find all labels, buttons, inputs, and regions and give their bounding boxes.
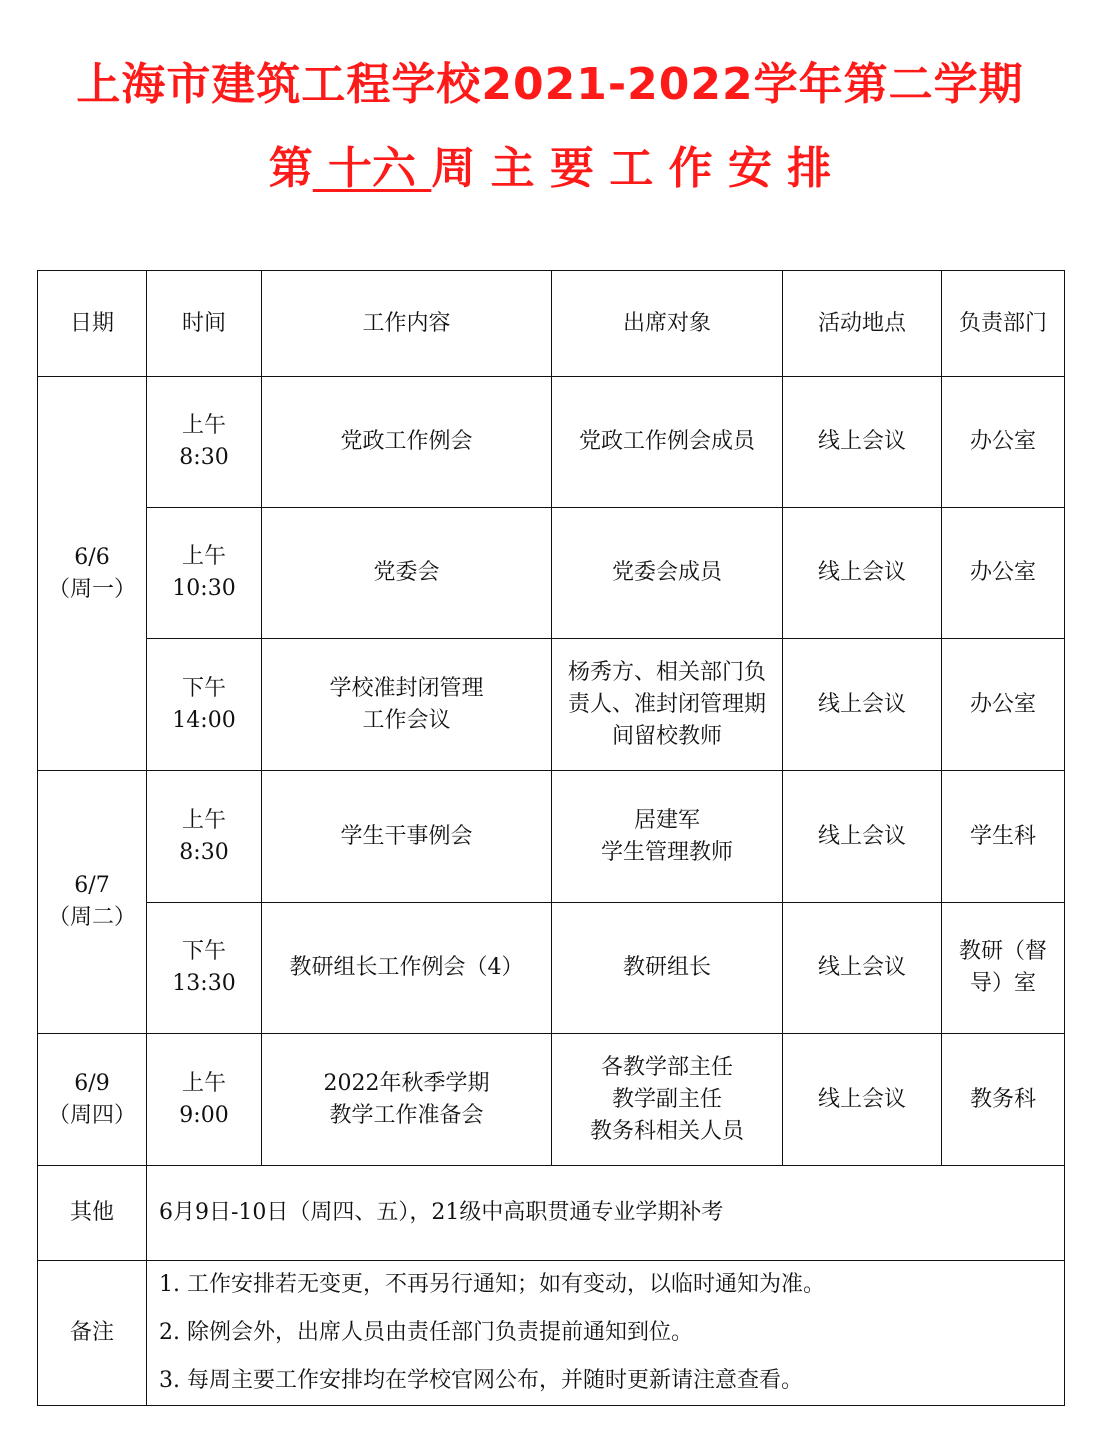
attendees-cell: 居建军 学生管理教师 [552, 771, 783, 903]
attendees-cell: 教研组长 [552, 903, 783, 1034]
date-cell: 6/9 （周四） [38, 1034, 147, 1166]
dept-cell: 办公室 [942, 377, 1065, 508]
time-cell: 下午 13:30 [147, 903, 262, 1034]
dept-cell: 办公室 [942, 639, 1065, 771]
other-row [38, 1166, 1065, 1261]
location-cell: 线上会议 [783, 903, 942, 1034]
attendees-cell: 杨秀方、相关部门负 责人、准封闭管理期 间留校教师 [552, 639, 783, 771]
table-row [38, 903, 1065, 1034]
dept-cell: 教研（督 导）室 [942, 903, 1065, 1034]
dept-cell: 学生科 [942, 771, 1065, 903]
location-cell: 线上会议 [783, 639, 942, 771]
location-cell: 线上会议 [783, 377, 942, 508]
content-cell: 2022年秋季学期 教学工作准备会 [262, 1034, 552, 1166]
attendees-cell: 党政工作例会成员 [552, 377, 783, 508]
header-date: 日期 [38, 271, 147, 377]
time-cell: 下午 14:00 [147, 639, 262, 771]
content-cell: 党政工作例会 [262, 377, 552, 508]
content-cell: 学校准封闭管理 工作会议 [262, 639, 552, 771]
note-item: 3. 每周主要工作安排均在学校官网公布，并随时更新请注意查看。 [159, 1368, 803, 1393]
other-text: 6月9日-10日（周四、五），21级中高职贯通专业学期补考 [147, 1166, 1065, 1261]
location-cell: 线上会议 [783, 1034, 942, 1166]
notes-cell [147, 1261, 1065, 1406]
header-location: 活动地点 [783, 271, 942, 377]
date-cell: 6/6 （周一） [38, 377, 147, 771]
content-cell: 学生干事例会 [262, 771, 552, 903]
time-cell: 上午 9:00 [147, 1034, 262, 1166]
table-row [38, 377, 1065, 508]
content-cell: 党委会 [262, 508, 552, 639]
header-attendees: 出席对象 [552, 271, 783, 377]
date-cell: 6/7 （周二） [38, 771, 147, 1034]
header-content: 工作内容 [262, 271, 552, 377]
note-item: 2. 除例会外，出席人员由责任部门负责提前通知到位。 [159, 1320, 693, 1345]
header-time: 时间 [147, 271, 262, 377]
document-title: 上海市建筑工程学校2021-2022学年第二学期 [76, 59, 1024, 110]
dept-cell: 教务科 [942, 1034, 1065, 1166]
table-row [38, 639, 1065, 771]
other-label: 其他 [38, 1166, 147, 1261]
time-cell: 上午 8:30 [147, 377, 262, 508]
notes-label: 备注 [38, 1261, 147, 1406]
notes-row [38, 1261, 1065, 1406]
attendees-cell: 各教学部主任 教学副主任 教务科相关人员 [552, 1034, 783, 1166]
table-row [38, 508, 1065, 639]
document-subtitle [0, 132, 1096, 196]
time-cell: 上午 10:30 [147, 508, 262, 639]
schedule-table [37, 270, 1065, 1406]
table-row [38, 771, 1065, 903]
header-row [38, 271, 1065, 377]
dept-cell: 办公室 [942, 508, 1065, 639]
subtitle-prefix: 第 [268, 143, 313, 194]
note-item: 1. 工作安排若无变更，不再另行通知；如有变动，以临时通知为准。 [159, 1272, 825, 1297]
content-cell: 教研组长工作例会（4） [262, 903, 552, 1034]
location-cell: 线上会议 [783, 771, 942, 903]
header-dept: 负责部门 [942, 271, 1065, 377]
attendees-cell: 党委会成员 [552, 508, 783, 639]
table-row [38, 1034, 1065, 1166]
time-cell: 上午 8:30 [147, 771, 262, 903]
subtitle-suffix: 周 主 要 工 作 安 排 [431, 143, 832, 194]
week-number: 十六 [312, 143, 432, 194]
location-cell: 线上会议 [783, 508, 942, 639]
